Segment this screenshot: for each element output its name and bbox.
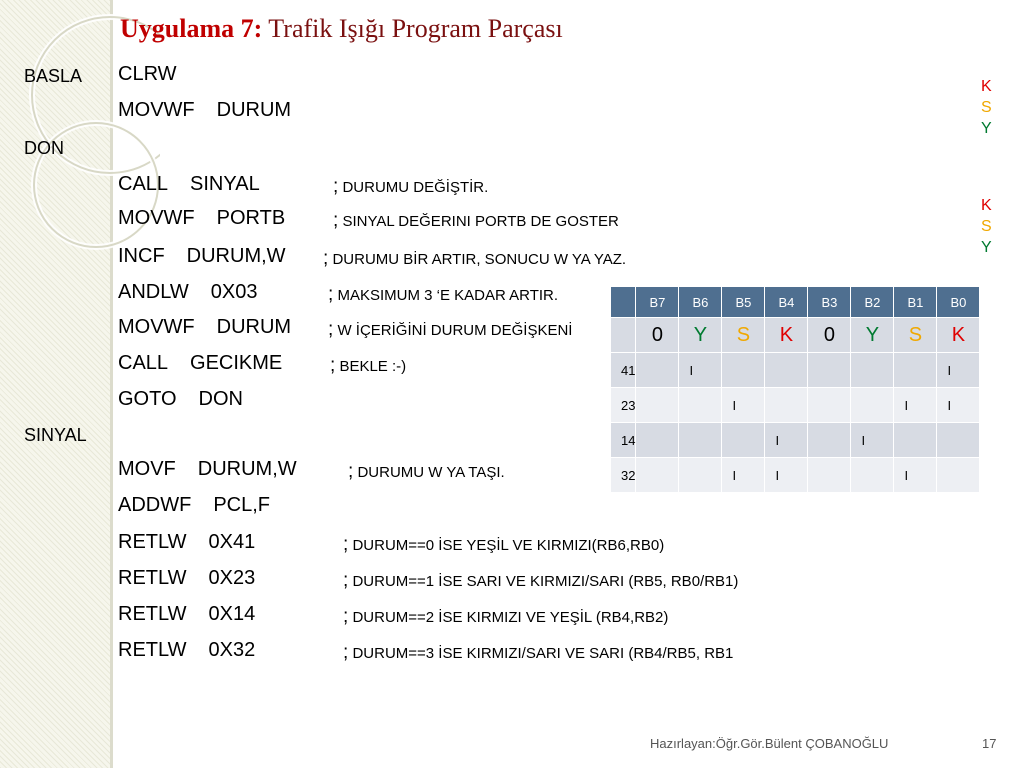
code-comment <box>348 461 505 483</box>
code-comment <box>328 319 572 341</box>
code-comment <box>330 355 406 377</box>
table-cell <box>894 423 937 458</box>
comment-text: MAKSIMUM 3 ‘E KADAR ARTIR. <box>333 287 559 304</box>
table-cell <box>808 388 851 423</box>
code-operand: GECIKME <box>190 352 283 374</box>
title-lead: Uygulama 7: <box>120 14 263 43</box>
code-instruction: CALL <box>118 173 169 195</box>
page-number: 17 <box>982 736 997 751</box>
table-cell <box>636 423 679 458</box>
comment-text: BEKLE :-) <box>335 358 407 375</box>
comment-semicolon: ; <box>343 642 349 663</box>
table-cell: I <box>937 353 980 388</box>
comment-text: DURUMU W YA TAŞI. <box>353 464 505 481</box>
table-header: B2 <box>851 287 894 318</box>
table-cell <box>722 423 765 458</box>
code-comment <box>328 284 558 306</box>
comment-semicolon: ; <box>333 210 339 231</box>
color-cell: K <box>937 318 980 353</box>
code-line <box>118 388 243 411</box>
legend-y: Y <box>981 120 992 137</box>
table-row-label: 41 <box>611 353 636 388</box>
table-cell: I <box>894 458 937 493</box>
comment-text: DURUM==2 İSE KIRMIZI VE YEŞİL (RB4,RB2) <box>348 609 669 626</box>
table-cell: I <box>937 388 980 423</box>
code-instruction: MOVWF <box>118 207 195 229</box>
title-rest: Trafik Işığı Program Parçası <box>262 14 563 43</box>
comment-semicolon: ; <box>328 319 334 340</box>
table-cell: I <box>722 388 765 423</box>
table-row <box>611 458 980 493</box>
color-legend-1 <box>981 76 992 139</box>
color-legend-2 <box>981 195 992 258</box>
table-corner <box>611 287 636 318</box>
table-cell <box>679 423 722 458</box>
legend-s: S <box>981 218 992 235</box>
code-line <box>118 603 669 627</box>
code-operand: DURUM,W <box>186 245 286 267</box>
table-cell <box>636 353 679 388</box>
table-cell: I <box>722 458 765 493</box>
table-cell <box>679 388 722 423</box>
color-cell: K <box>765 318 808 353</box>
code-operand: 0X41 <box>208 531 256 553</box>
table-cell <box>808 353 851 388</box>
code-operand: 0X14 <box>208 603 256 625</box>
table-row-label: 14 <box>611 423 636 458</box>
table-cell: I <box>679 353 722 388</box>
code-line <box>118 316 573 340</box>
table-row-label: 32 <box>611 458 636 493</box>
comment-semicolon: ; <box>343 570 349 591</box>
code-instruction: CALL <box>118 352 169 374</box>
color-cell: 0 <box>808 318 851 353</box>
table-cell <box>851 388 894 423</box>
code-instruction: ANDLW <box>118 281 189 303</box>
table-header: B7 <box>636 287 679 318</box>
code-line <box>118 173 489 197</box>
comment-semicolon: ; <box>323 248 329 269</box>
code-line <box>118 352 407 376</box>
legend-k: K <box>981 78 992 95</box>
table-header: B1 <box>894 287 937 318</box>
code-operand: DURUM <box>216 316 292 338</box>
table-row <box>611 353 980 388</box>
table-cell <box>851 353 894 388</box>
slide-title <box>120 14 563 44</box>
code-comment <box>343 642 733 664</box>
code-line <box>118 63 199 86</box>
code-line <box>118 494 270 517</box>
color-cell: Y <box>679 318 722 353</box>
code-comment <box>343 534 664 556</box>
table-cell: I <box>765 458 808 493</box>
comment-text: DURUM==0 İSE YEŞİL VE KIRMIZI(RB6,RB0) <box>348 537 665 554</box>
code-line <box>118 639 734 663</box>
comment-semicolon: ; <box>343 606 349 627</box>
label-sinyal: SINYAL <box>24 425 87 445</box>
comment-semicolon: ; <box>343 534 349 555</box>
table-cell <box>636 388 679 423</box>
comment-semicolon: ; <box>348 461 354 482</box>
code-line <box>118 531 665 555</box>
code-instruction: RETLW <box>118 603 187 625</box>
table-cell: I <box>851 423 894 458</box>
code-operand: DON <box>198 388 243 410</box>
table-cell: I <box>765 423 808 458</box>
code-operand: SINYAL <box>190 173 260 195</box>
comment-text: SINYAL DEĞERINI PORTB DE GOSTER <box>338 213 619 230</box>
code-comment <box>333 210 619 232</box>
table-cell <box>679 458 722 493</box>
table-cell: I <box>894 388 937 423</box>
code-instruction: RETLW <box>118 639 187 661</box>
table-header: B0 <box>937 287 980 318</box>
legend-s: S <box>981 99 992 116</box>
table-row-label <box>611 318 636 353</box>
comment-text: DURUMU DEĞİŞTİR. <box>338 179 489 196</box>
code-comment <box>333 176 488 198</box>
code-operand: DURUM <box>216 99 292 121</box>
table-cell <box>894 353 937 388</box>
table-row <box>611 388 980 423</box>
code-line <box>118 281 559 305</box>
comment-semicolon: ; <box>328 284 334 305</box>
code-operand: 0X03 <box>210 281 258 303</box>
code-instruction: MOVF <box>118 458 176 480</box>
table-cell <box>636 458 679 493</box>
code-instruction: MOVWF <box>118 99 195 121</box>
code-instruction: GOTO <box>118 388 177 410</box>
table-header: B4 <box>765 287 808 318</box>
bit-table <box>610 286 980 493</box>
table-row-label: 23 <box>611 388 636 423</box>
comment-text: DURUM==3 İSE KIRMIZI/SARI VE SARI (RB4/RB5, RB1 <box>348 645 734 662</box>
comment-semicolon: ; <box>333 176 339 197</box>
color-cell: Y <box>851 318 894 353</box>
table-header: B6 <box>679 287 722 318</box>
code-instruction: RETLW <box>118 567 187 589</box>
table-cell <box>765 388 808 423</box>
code-instruction: INCF <box>118 245 165 267</box>
footer-author: Hazırlayan:Öğr.Gör.Bülent ÇOBANOĞLU <box>650 736 889 751</box>
comment-semicolon: ; <box>330 355 336 376</box>
code-operand: PORTB <box>216 207 286 229</box>
comment-text: W İÇERİĞİNİ DURUM DEĞİŞKENİ <box>333 322 573 339</box>
table-cell <box>937 458 980 493</box>
table-cell <box>937 423 980 458</box>
table-cell <box>765 353 808 388</box>
table-header: B3 <box>808 287 851 318</box>
table-row <box>611 423 980 458</box>
code-operand: 0X32 <box>208 639 256 661</box>
code-instruction: ADDWF <box>118 494 192 516</box>
comment-text: DURUM==1 İSE SARI VE KIRMIZI/SARI (RB5, RB0/RB1) <box>348 573 739 590</box>
code-comment <box>323 248 626 270</box>
code-line <box>118 99 291 122</box>
table-header: B5 <box>722 287 765 318</box>
code-line <box>118 207 619 231</box>
color-cell: S <box>894 318 937 353</box>
label-basla: BASLA <box>24 66 83 86</box>
code-instruction: MOVWF <box>118 316 195 338</box>
code-instruction: RETLW <box>118 531 187 553</box>
code-comment <box>343 570 738 592</box>
code-comment <box>343 606 668 628</box>
code-line <box>118 458 505 482</box>
table-cell <box>808 458 851 493</box>
table-cell <box>851 458 894 493</box>
legend-k: K <box>981 197 992 214</box>
code-line <box>118 245 627 269</box>
color-cell: S <box>722 318 765 353</box>
label-don: DON <box>24 138 64 158</box>
code-operand: PCL,F <box>213 494 271 516</box>
comment-text: DURUMU BİR ARTIR, SONUCU W YA YAZ. <box>328 251 627 268</box>
table-cell <box>808 423 851 458</box>
legend-y: Y <box>981 239 992 256</box>
code-instruction: CLRW <box>118 63 177 85</box>
table-cell <box>722 353 765 388</box>
code-line <box>118 567 739 591</box>
code-operand: DURUM,W <box>197 458 297 480</box>
code-operand: 0X23 <box>208 567 256 589</box>
color-cell: 0 <box>636 318 679 353</box>
